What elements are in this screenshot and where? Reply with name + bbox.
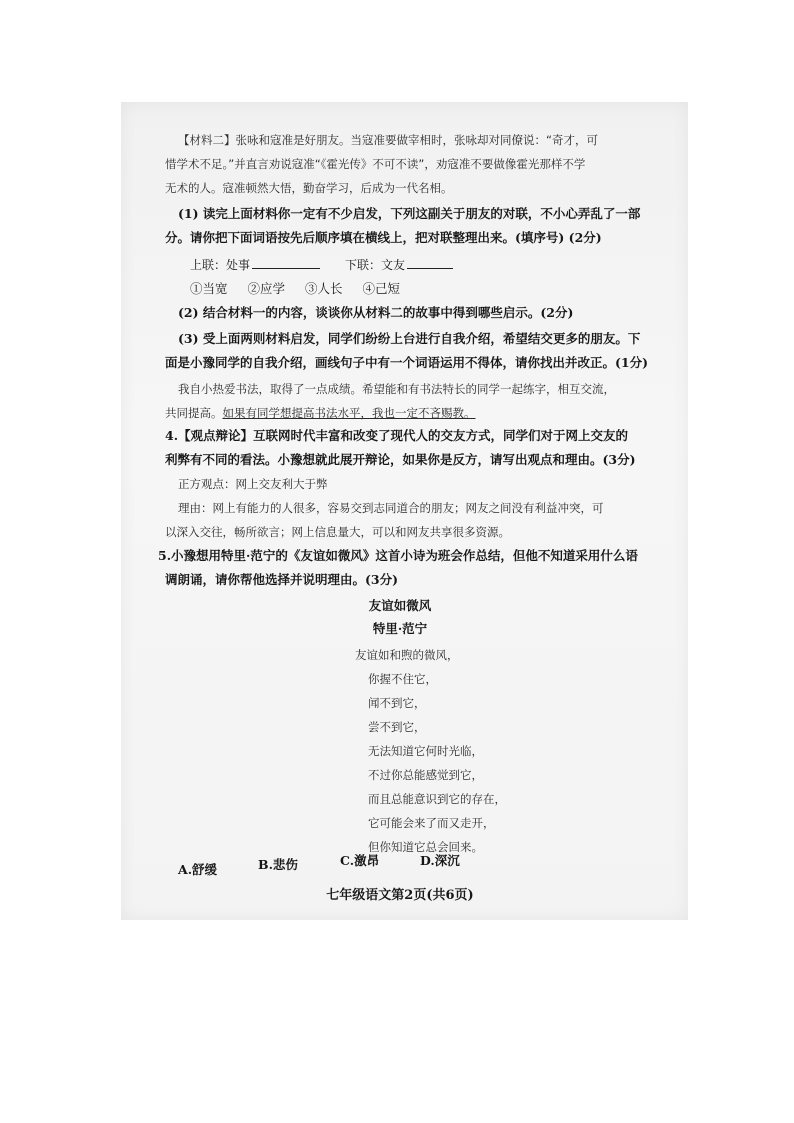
option-4: ④己短	[362, 281, 401, 296]
poem-title: 友谊如微风	[368, 598, 432, 613]
couplet-lower-blank[interactable]	[407, 256, 453, 269]
q4-line2: 利弊有不同的看法。小豫想就此展开辩论，如果你是反方，请写出观点和理由。(3分)	[165, 452, 636, 467]
q3-line2: 面是小豫同学的自我介绍，画线句子中有一个词语运用不得体，请你找出并改正。(1分)	[165, 355, 649, 370]
poem-line-7: 而且总能意识到它的存在，	[368, 792, 506, 806]
poem-line-8: 它可能会来了而又走开，	[368, 816, 495, 830]
couplet-upper-blank[interactable]	[252, 256, 320, 269]
q1-line1: (1) 读完上面材料你一定有不少启发，下列这副关于朋友的对联，不小心弄乱了一部	[178, 206, 641, 221]
couplet-upper-label: 上联：处事	[190, 258, 251, 272]
poem-line-1: 友谊如和煦的微风，	[355, 648, 459, 662]
couplet-lower-label: 下联：文友	[345, 258, 406, 272]
q5-line2: 调朗诵，请你帮他选择并说明理由。(3分)	[165, 572, 399, 587]
choice-b: B.悲伤	[258, 857, 298, 872]
option-1: ①当宽	[190, 281, 228, 296]
choice-a: A.舒缓	[178, 862, 218, 877]
poem-line-3: 闻不到它，	[368, 696, 426, 710]
q2-line1: (2) 结合材料一的内容，谈谈你从材料二的故事中得到哪些启示。(2分)	[178, 305, 574, 320]
material2-line1: 【材料二】张咏和寇准是好朋友。当寇准要做宰相时，张咏却对同僚说：“奇才，可	[178, 133, 598, 147]
q3-intro1: 我自小热爱书法，取得了一点成绩。希望能和有书法特长的同学一起练字，相互交流，	[178, 382, 615, 396]
page-footer: 七年级语文第2页(共6页)	[326, 888, 474, 903]
choice-c: C.激昂	[340, 853, 380, 868]
q3-underlined-sentence: 如果有同学想提高书法水平，我也一定不吝赐教。	[222, 406, 476, 420]
option-3: ③人长	[305, 281, 343, 296]
poem-line-6: 不过你总能感觉到它，	[368, 768, 483, 782]
couplet-lower	[345, 256, 453, 273]
couplet-upper	[190, 256, 320, 273]
q1-options	[190, 281, 400, 297]
material2-line2: 惜学术不足。”并直言劝说寇准“《霍光传》不可不读”，劝寇准不要做像霍光那样不学	[165, 157, 586, 171]
q5-line1: 5.小豫想用特里·范宁的《友谊如微风》这首小诗为班会作总结，但他不知道采用什么语	[158, 548, 638, 563]
q3-intro2-plain: 共同提高。	[165, 406, 223, 420]
q3-intro2	[165, 405, 476, 421]
q4-reason1: 理由：网上有能力的人很多，容易交到志同道合的朋友；网友之间没有利益冲突，可	[178, 501, 604, 515]
q4-reason2: 以深入交往，畅所欲言；网上信息量大，可以和网友共享很多资源。	[165, 525, 510, 539]
poem-line-9: 但你知道它总会回来。	[368, 840, 483, 854]
material2-line3: 无术的人。寇准顿然大悟，勤奋学习，后成为一代名相。	[165, 181, 453, 195]
q4-line1: 4.【观点辩论】互联网时代丰富和改变了现代人的交友方式，同学们对于网上交友的	[165, 428, 629, 443]
poem-line-4: 尝不到它，	[368, 720, 426, 734]
option-2: ②应学	[247, 281, 286, 296]
poem-line-2: 你握不住它，	[368, 672, 437, 686]
q4-pro-view: 正方观点：网上交友利大于弊	[178, 477, 328, 491]
poem-line-5: 无法知道它何时光临，	[368, 744, 483, 758]
q1-line2: 分。请你把下面词语按先后顺序填在横线上，把对联整理出来。(填序号) (2分)	[165, 230, 602, 245]
poem-author: 特里·范宁	[372, 621, 428, 636]
q3-line1: (3) 受上面两则材料启发，同学们纷纷上台进行自我介绍，希望结交更多的朋友。下	[178, 331, 641, 346]
choice-d: D.深沉	[420, 853, 460, 868]
